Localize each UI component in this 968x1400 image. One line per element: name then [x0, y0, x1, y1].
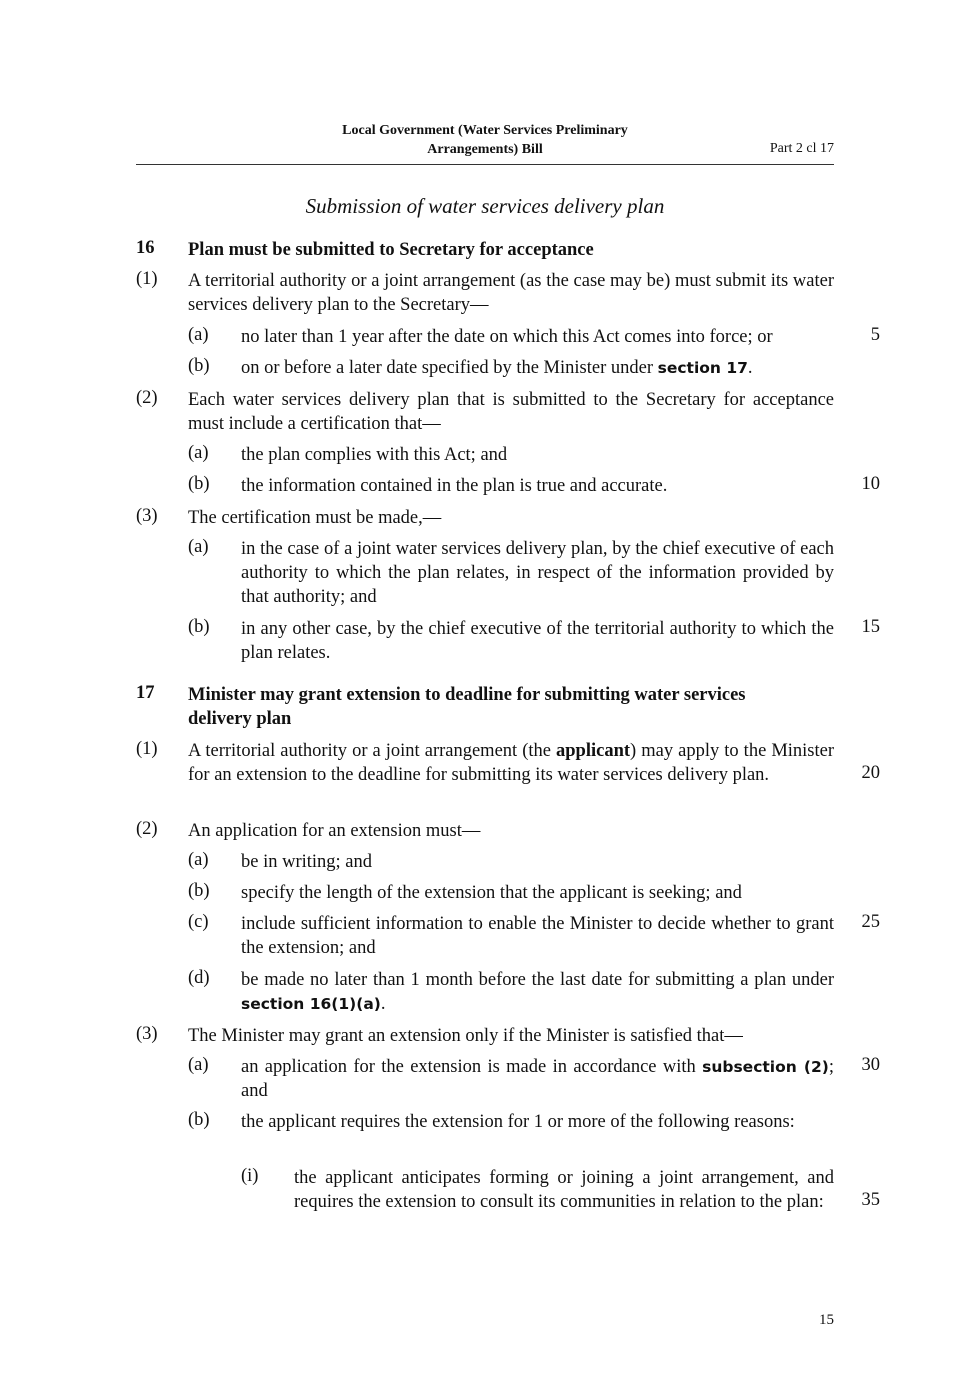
- paragraph-text: the information contained in the plan is true and accurate.: [241, 476, 668, 496]
- paragraph-number: (a): [188, 443, 209, 463]
- paragraph-text: specify the length of the extension that the applicant is seeking; and: [241, 883, 742, 903]
- header-title-line1: Local Government (Water Services Preliminary: [342, 123, 628, 138]
- paragraph-text-run: on or before a later date specified by the Minister under: [241, 358, 658, 378]
- subsection-text: Each water services delivery plan that is submitted to the Secretary for acceptance must include a certification that—: [188, 390, 834, 434]
- paragraph-number: (b): [188, 617, 210, 637]
- subsection-text: [188, 739, 834, 787]
- paragraph-number: (a): [188, 537, 209, 557]
- paragraph-text: in the case of a joint water services delivery plan, by the chief executive of each authority to which the plan relates, in respect of the information provided by that authority; and: [241, 539, 834, 607]
- subsection-number: (1): [136, 739, 158, 759]
- paragraph-text-end: ; and: [241, 1057, 834, 1101]
- paragraph-number: (b): [188, 881, 210, 901]
- subsection-number: (2): [136, 388, 158, 408]
- section-number: 16: [136, 238, 155, 258]
- subsection-number: (3): [136, 506, 158, 526]
- subsection-text: A territorial authority or a joint arrangement (as the case may be) must submit its water services delivery plan to the Secretary—: [188, 271, 834, 315]
- header-rule: [136, 164, 834, 165]
- line-number: 5: [870, 325, 880, 345]
- section-cross-reference: subsection (2): [702, 1058, 829, 1076]
- paragraph-text-run: be made no later than 1 month before the last date for submitting a plan under: [241, 970, 834, 990]
- section-title: Plan must be submitted to Secretary for acceptance: [188, 240, 594, 260]
- subparagraph-number: (i): [241, 1166, 259, 1186]
- paragraph-number: (d): [188, 968, 210, 988]
- paragraph-number: (b): [188, 1110, 210, 1130]
- paragraph-text: the plan complies with this Act; and: [241, 445, 508, 465]
- section-title: Minister may grant extension to deadline for submitting water services delivery plan: [188, 685, 746, 729]
- section-cross-reference: section 17: [657, 359, 748, 377]
- paragraph-number: (a): [188, 850, 209, 870]
- subsection-text-run: A territorial authority or a joint arrangement (the: [188, 741, 557, 761]
- paragraph-text: [241, 968, 834, 1016]
- subsection-number: (2): [136, 819, 158, 839]
- header-title-line2: Arrangements) Bill: [427, 142, 543, 157]
- subsection-number: (3): [136, 1024, 158, 1044]
- paragraph-text: [241, 356, 834, 380]
- subparagraph-text: the applicant anticipates forming or joining a joint arrangement, and requires the extension to consult its communities in relation to the plan:: [294, 1168, 834, 1212]
- subsection-text: The Minister may grant an extension only if the Minister is satisfied that—: [188, 1026, 743, 1046]
- line-number: 15: [861, 617, 880, 637]
- line-number: 25: [861, 912, 880, 932]
- line-number: 10: [861, 474, 880, 494]
- paragraph-text: the applicant requires the extension for 1 or more of the following reasons:: [241, 1112, 795, 1132]
- subsection-text: The certification must be made,—: [188, 508, 442, 528]
- line-number: 30: [861, 1055, 880, 1075]
- paragraph-number: (b): [188, 474, 210, 494]
- line-number: 35: [861, 1190, 880, 1210]
- running-header-part: Part 2 cl 17: [769, 141, 834, 156]
- defined-term: applicant: [556, 741, 631, 761]
- paragraph-text-run: an application for the extension is made in accordance with: [241, 1057, 703, 1077]
- subsection-text-run: ) may apply to the Minister for an extension to the deadline for submitting its water services delivery plan.: [188, 741, 835, 785]
- subsection-number: (1): [136, 269, 158, 289]
- paragraph-number: (a): [188, 325, 209, 345]
- line-number: 20: [861, 763, 880, 783]
- cross-heading: Submission of water services delivery plan: [305, 194, 665, 218]
- paragraph-text: include sufficient information to enable the Minister to decide whether to grant the extension; and: [241, 914, 834, 958]
- page-number: 15: [819, 1312, 834, 1328]
- subsection-text: An application for an extension must—: [188, 821, 481, 841]
- paragraph-number: (b): [188, 356, 210, 376]
- running-header-title: [300, 121, 670, 159]
- paragraph-text-end: .: [747, 358, 753, 378]
- paragraph-text: no later than 1 year after the date on which this Act comes into force; or: [241, 327, 773, 347]
- paragraph-text: [241, 1055, 834, 1103]
- section-cross-reference: section 16(1)(a): [241, 995, 381, 1013]
- paragraph-number: (a): [188, 1055, 209, 1075]
- paragraph-text-end: .: [380, 994, 386, 1014]
- paragraph-text: be in writing; and: [241, 852, 373, 872]
- paragraph-text: in any other case, by the chief executive of the territorial authority to which the plan relates.: [241, 619, 834, 663]
- section-number: 17: [136, 683, 155, 703]
- paragraph-number: (c): [188, 912, 209, 932]
